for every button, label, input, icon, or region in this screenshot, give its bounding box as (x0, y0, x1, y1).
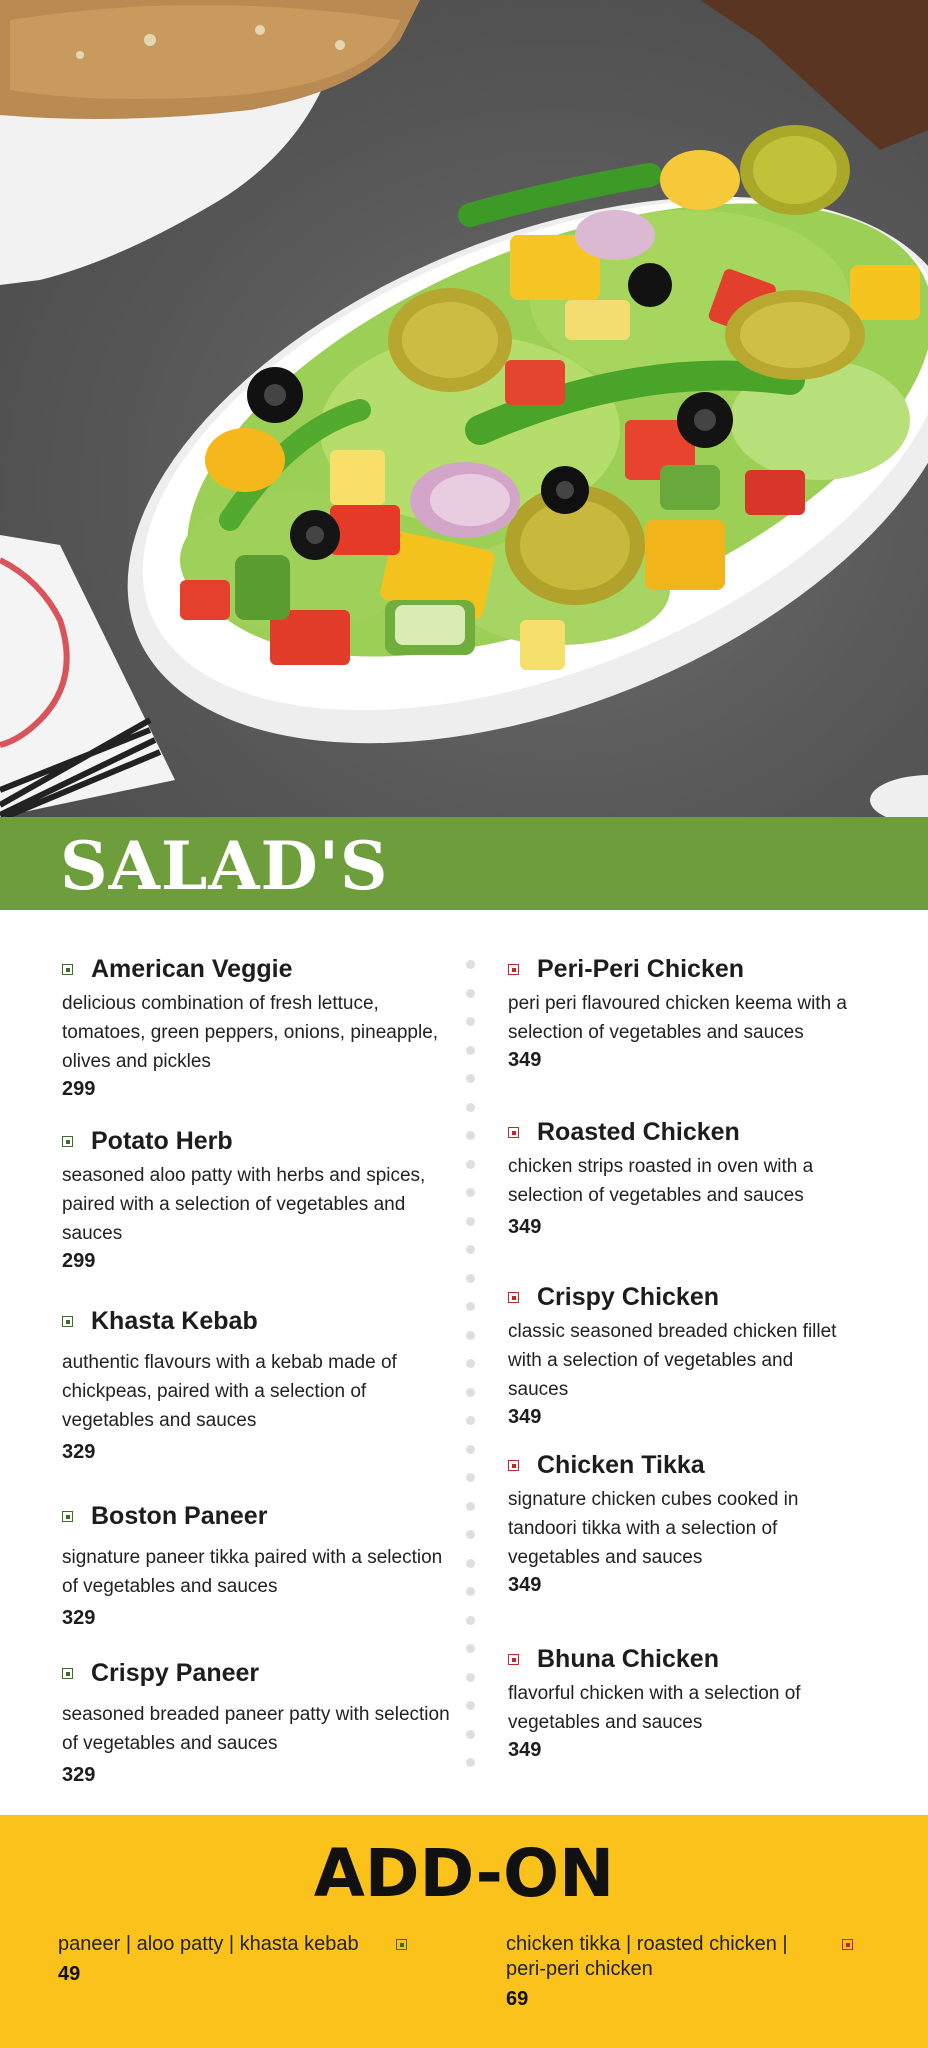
divider-dot (466, 1074, 475, 1083)
divider-dot (466, 1331, 475, 1340)
item-description: seasoned aloo patty with herbs and spices, paired with a selection of vegetables and sauces (62, 1165, 426, 1244)
nonveg-mark-icon (508, 964, 519, 975)
item-name: Chicken Tikka (537, 1451, 705, 1479)
veg-mark-icon (62, 964, 73, 975)
addon-band (0, 1815, 928, 2048)
veg-mark-icon (62, 1668, 73, 1679)
divider-dot (466, 1502, 475, 1511)
nonveg-mark-icon (508, 1127, 519, 1138)
divider-dot (466, 1131, 475, 1140)
nonveg-mark-icon (508, 1654, 519, 1665)
divider-dot (466, 1359, 475, 1368)
item-price: 349 (508, 1739, 542, 1761)
divider-dot (466, 1758, 475, 1767)
item-description: delicious combination of fresh lettuce, tomatoes, green peppers, onions, pineapple, olives and pickles (62, 993, 439, 1072)
divider-dot (466, 1302, 475, 1311)
menu-item (62, 1307, 452, 1464)
divider-dot (466, 1530, 475, 1539)
divider-dot (466, 1103, 475, 1112)
item-description: signature paneer tikka paired with a selection of vegetables and sauces (62, 1547, 443, 1597)
item-description: signature chicken cubes cooked in tandoori tikka with a selection of vegetables and sauces (508, 1489, 799, 1568)
addon-veg-items: paneer | aloo patty | khasta kebab (58, 1933, 359, 1955)
item-description: classic seasoned breaded chicken fillet with a selection of vegetables and sauces (508, 1321, 837, 1400)
item-price: 349 (508, 1049, 542, 1071)
addon-veg-price: 49 (58, 1963, 81, 1985)
salad-bowl-illustration (0, 0, 928, 817)
divider-dot (466, 1217, 475, 1226)
item-name: Bhuna Chicken (537, 1645, 719, 1673)
veg-mark-icon (396, 1939, 407, 1950)
item-description: peri peri flavoured chicken keema with a selection of vegetables and sauces (508, 993, 848, 1043)
item-name: Boston Paneer (91, 1502, 268, 1530)
item-name: American Veggie (91, 955, 293, 983)
item-price: 329 (62, 1764, 96, 1786)
item-name: Crispy Paneer (91, 1659, 260, 1687)
addon-nonveg (506, 1932, 861, 2011)
item-description: flavorful chicken with a selection of vegetables and sauces (508, 1683, 801, 1733)
divider-dot (466, 1673, 475, 1682)
menu-item (508, 1118, 858, 1239)
veg-mark-icon (62, 1511, 73, 1522)
item-name: Potato Herb (91, 1127, 233, 1155)
item-description: seasoned breaded paneer patty with selection of vegetables and sauces (62, 1704, 450, 1754)
item-price: 349 (508, 1574, 542, 1596)
divider-dot (466, 960, 475, 969)
item-name: Roasted Chicken (537, 1118, 740, 1146)
nonveg-mark-icon (842, 1939, 853, 1950)
item-description: chicken strips roasted in oven with a selection of vegetables and sauces (508, 1156, 814, 1206)
divider-dot (466, 1017, 475, 1026)
divider-dot (466, 1730, 475, 1739)
addon-title: ADD-ON (313, 1835, 615, 1912)
divider-dot (466, 1559, 475, 1568)
divider-dot (466, 1616, 475, 1625)
menu-item (508, 1645, 858, 1762)
divider-dot (466, 1046, 475, 1055)
divider-dot (466, 1274, 475, 1283)
title-band (0, 817, 928, 910)
veg-mark-icon (62, 1136, 73, 1147)
addon-nonveg-price: 69 (506, 1988, 529, 2010)
item-price: 299 (62, 1078, 96, 1100)
divider-dot (466, 1473, 475, 1482)
nonveg-mark-icon (508, 1292, 519, 1303)
divider-dot (466, 1388, 475, 1397)
item-price: 329 (62, 1607, 96, 1629)
menu-item (508, 1451, 858, 1597)
nonveg-mark-icon (508, 1460, 519, 1471)
dotted-divider (466, 960, 476, 1770)
divider-dot (466, 1416, 475, 1425)
divider-dot (466, 989, 475, 998)
divider-dot (466, 1188, 475, 1197)
item-name: Peri-Peri Chicken (537, 955, 745, 983)
divider-dot (466, 1587, 475, 1596)
item-price: 299 (62, 1250, 96, 1272)
salad-photo (0, 0, 928, 817)
menu-item (508, 1283, 858, 1429)
menu-item (508, 955, 858, 1072)
menu-item (62, 955, 452, 1101)
divider-dot (466, 1245, 475, 1254)
veg-mark-icon (62, 1316, 73, 1327)
section-title: SALAD'S (60, 827, 389, 905)
item-name: Khasta Kebab (91, 1307, 258, 1335)
divider-dot (466, 1160, 475, 1169)
divider-dot (466, 1701, 475, 1710)
addon-veg (58, 1932, 428, 1986)
item-price: 329 (62, 1441, 96, 1463)
item-name: Crispy Chicken (537, 1283, 720, 1311)
divider-dot (466, 1445, 475, 1454)
divider-dot (466, 1644, 475, 1653)
item-description: authentic flavours with a kebab made of chickpeas, paired with a selection of vegetables and sauces (62, 1352, 397, 1431)
addon-nonveg-items: chicken tikka | roasted chicken | peri-peri chicken (506, 1933, 788, 1980)
item-price: 349 (508, 1216, 542, 1238)
menu-item (62, 1502, 452, 1630)
menu-item (62, 1127, 452, 1273)
menu-item (62, 1659, 452, 1787)
item-price: 349 (508, 1406, 542, 1428)
